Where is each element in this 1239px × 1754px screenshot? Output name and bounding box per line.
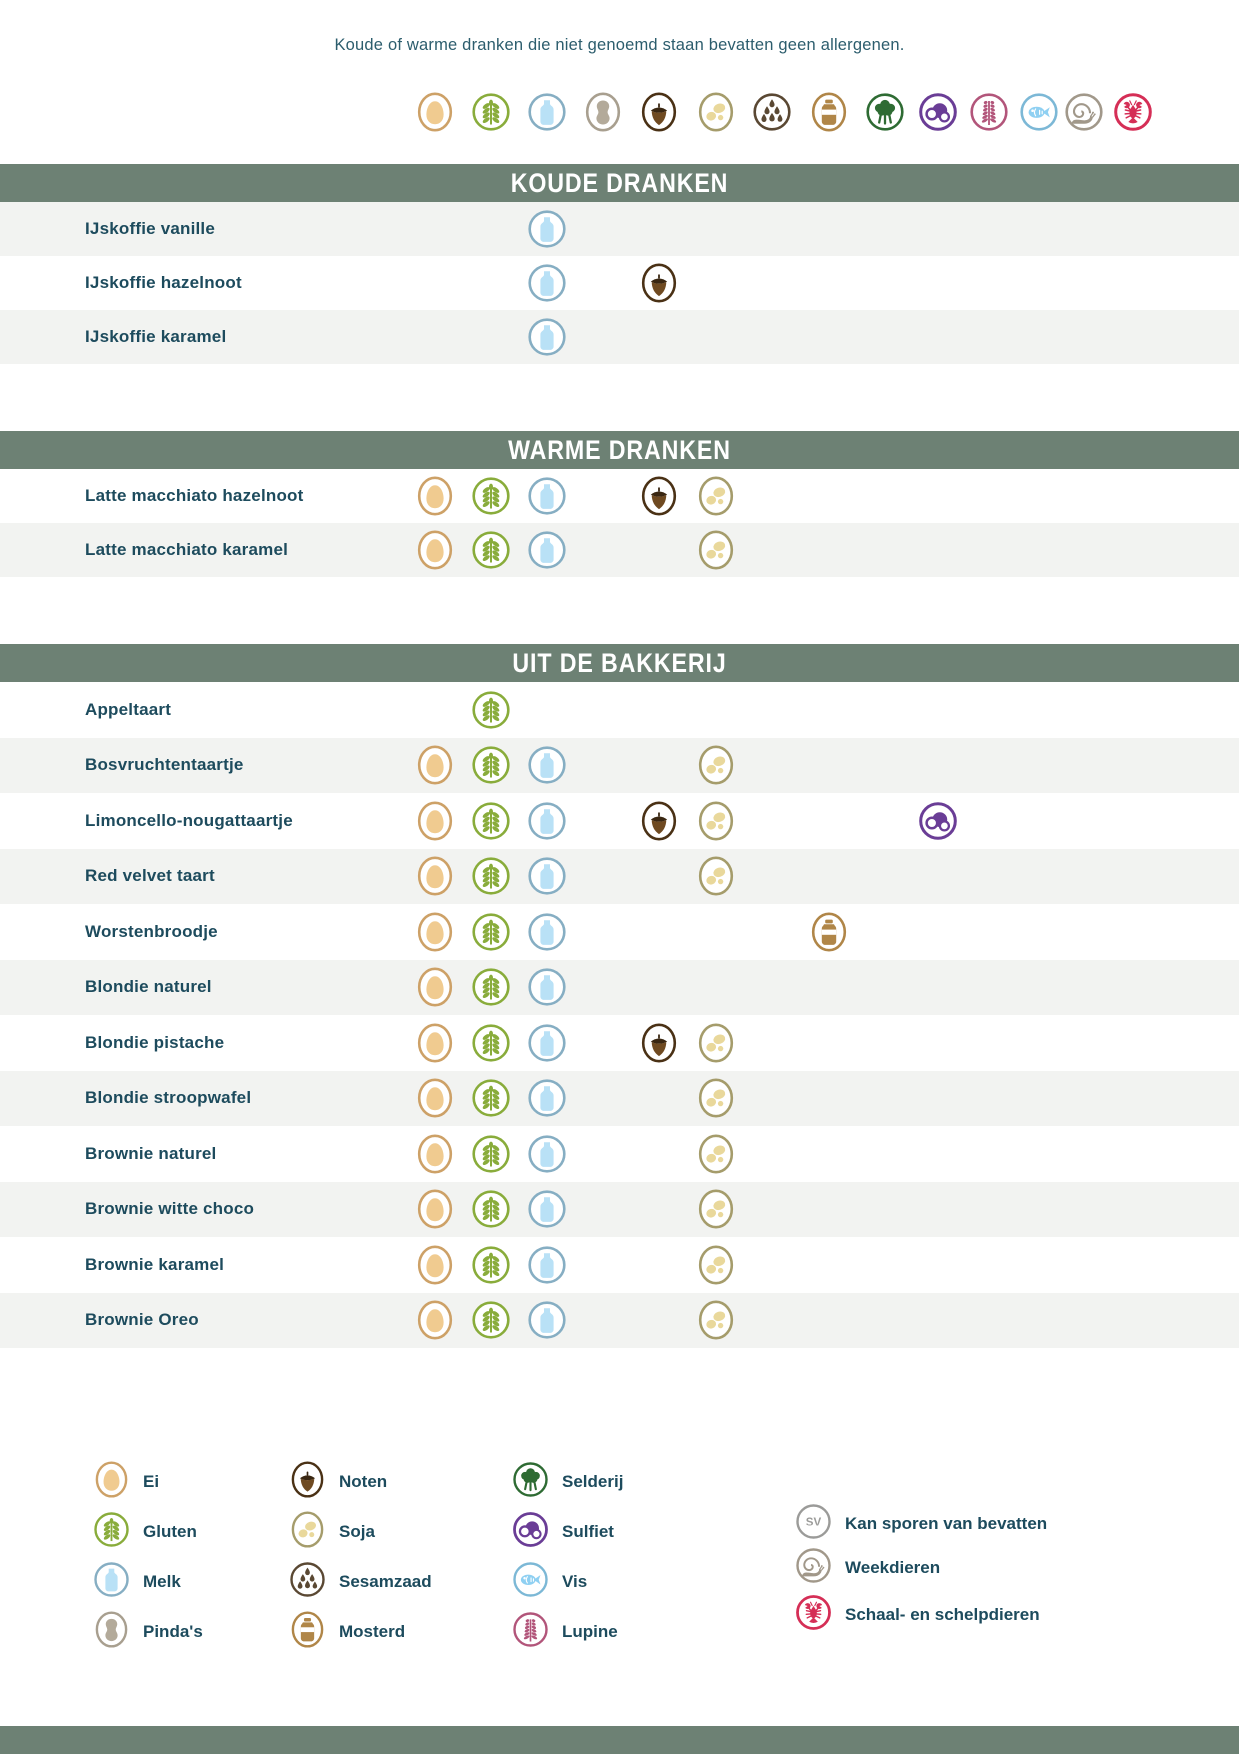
row-label: Red velvet taart (85, 866, 215, 886)
melk-icon (527, 912, 567, 952)
legend-icon-wrap (795, 1547, 832, 1589)
sulfiet-icon (512, 1511, 549, 1548)
legend-item-noten (289, 1464, 387, 1501)
table-row (0, 256, 1239, 310)
legend-icon-wrap (289, 1461, 326, 1503)
row-allergen-ei (415, 856, 455, 901)
ei-icon (415, 912, 455, 952)
row-allergen-melk (527, 1023, 567, 1068)
legend-item-label: Schaal- en schelpdieren (845, 1605, 1040, 1624)
soja-icon (696, 745, 736, 785)
legend-item-label: Gluten (143, 1522, 197, 1541)
table-row (0, 682, 1239, 738)
soja-icon (696, 1189, 736, 1229)
intro-text: Koude of warme dranken die niet genoemd staan bevatten geen allergenen. (334, 36, 905, 54)
section-title: UIT DE BAKKERIJ (512, 647, 727, 678)
row-allergen-gluten (471, 530, 511, 575)
ei-icon (415, 530, 455, 570)
row-allergen-gluten (471, 1078, 511, 1123)
row-allergen-soja (696, 1300, 736, 1345)
soja-icon (696, 1245, 736, 1285)
row-allergen-noten (639, 801, 679, 846)
selderij-icon (865, 92, 905, 132)
row-label: Brownie Oreo (85, 1310, 199, 1330)
legend-item-label: Mosterd (339, 1622, 406, 1641)
legend-icon-wrap (93, 1511, 130, 1553)
melk-icon (527, 856, 567, 896)
table-row (0, 1071, 1239, 1127)
melk-icon (527, 967, 567, 1007)
soja-icon (696, 856, 736, 896)
lupine-icon (512, 1611, 549, 1648)
table-row (0, 1015, 1239, 1071)
soja-icon (696, 801, 736, 841)
legend-item-weekdieren (795, 1550, 940, 1587)
noten-icon (639, 476, 679, 516)
sesamzaad-icon (289, 1561, 326, 1598)
row-label: Appeltaart (85, 699, 172, 719)
gluten-icon (93, 1511, 130, 1548)
row-label: Bosvruchtentaartje (85, 755, 244, 775)
ei-icon (415, 745, 455, 785)
header-allergen-vis (1019, 92, 1059, 137)
gluten-icon (471, 745, 511, 785)
row-label: Blondie naturel (85, 977, 212, 997)
legend-item-label: Pinda's (143, 1622, 203, 1641)
legend-icon-wrap (289, 1511, 326, 1553)
row-allergen-melk (527, 1189, 567, 1234)
header-allergen-soja (696, 92, 736, 137)
mosterd-icon (809, 912, 849, 952)
row-allergen-ei (415, 1245, 455, 1290)
row-label: Brownie witte choco (85, 1199, 255, 1219)
row-allergen-ei (415, 912, 455, 957)
ei-icon (415, 1134, 455, 1174)
noten-icon (639, 92, 679, 132)
soja-icon (696, 1023, 736, 1063)
gluten-icon (471, 856, 511, 896)
row-allergen-gluten (471, 967, 511, 1012)
row-allergen-melk (527, 263, 567, 308)
row-allergen-gluten (471, 1189, 511, 1234)
gluten-icon (471, 801, 511, 841)
ei-icon (415, 1300, 455, 1340)
gluten-icon (471, 530, 511, 570)
melk-icon (527, 1245, 567, 1285)
section-title: KOUDE DRANKEN (510, 167, 729, 198)
row-label: Brownie karamel (85, 1254, 225, 1274)
gluten-icon (471, 1245, 511, 1285)
section-header-bar (0, 164, 1239, 202)
row-allergen-soja (696, 856, 736, 901)
melk-icon (527, 1189, 567, 1229)
legend-item-sesamzaad (289, 1564, 432, 1601)
table-row (0, 960, 1239, 1016)
section-title: WARME DRANKEN (508, 434, 731, 465)
row-allergen-melk (527, 967, 567, 1012)
gluten-icon (471, 1078, 511, 1118)
sv-icon (795, 1503, 832, 1540)
row-allergen-ei (415, 967, 455, 1012)
svg-text:SV: SV (805, 1516, 822, 1529)
ei-icon (415, 1023, 455, 1063)
legend-icon-wrap (289, 1561, 326, 1603)
section-header-bar (0, 644, 1239, 682)
row-label: IJskoffie karamel (85, 327, 227, 346)
sulfiet-icon (918, 92, 958, 132)
row-label: Blondie pistache (85, 1032, 225, 1052)
soja-icon (696, 1300, 736, 1340)
legend-item-soja (289, 1514, 375, 1551)
row-label: Limoncello-nougattaartje (85, 810, 293, 830)
row-allergen-gluten (471, 912, 511, 957)
table-row (0, 1126, 1239, 1182)
table-row (0, 469, 1239, 523)
table-row (0, 523, 1239, 577)
row-allergen-gluten (471, 1023, 511, 1068)
legend-item-label: Weekdieren (845, 1558, 941, 1577)
header-allergen-weekdieren (1064, 92, 1104, 137)
row-allergen-ei (415, 1078, 455, 1123)
melk-icon (527, 476, 567, 516)
row-allergen-soja (696, 1078, 736, 1123)
table-row (0, 1182, 1239, 1238)
lupine-icon (969, 92, 1009, 132)
soja-icon (289, 1511, 326, 1548)
legend-item-label: Lupine (562, 1622, 618, 1641)
row-allergen-ei (415, 1189, 455, 1234)
legend-item-sv (795, 1506, 1047, 1543)
legend-item-lupine (512, 1614, 618, 1651)
weekdieren-icon (1064, 92, 1104, 132)
ei-icon (415, 967, 455, 1007)
row-allergen-soja (696, 1134, 736, 1179)
schaaldieren-icon (1113, 92, 1153, 132)
row-allergen-gluten (471, 1300, 511, 1345)
row-label: Worstenbroodje (85, 921, 218, 941)
legend-item-label: Ei (143, 1472, 160, 1491)
melk-icon (527, 209, 567, 249)
legend-item-label: Selderij (562, 1472, 624, 1491)
melk-icon (527, 1023, 567, 1063)
legend-icon-wrap (512, 1461, 549, 1503)
row-allergen-melk (527, 1300, 567, 1345)
row-allergen-ei (415, 801, 455, 846)
gluten-icon (471, 1189, 511, 1229)
legend-item-label: Melk (143, 1572, 181, 1591)
row-label: Blondie stroopwafel (85, 1088, 252, 1108)
schaaldieren-icon (795, 1594, 832, 1631)
row-allergen-noten (639, 476, 679, 521)
weekdieren-icon (795, 1547, 832, 1584)
legend-item-ei (93, 1464, 159, 1501)
row-allergen-melk (527, 317, 567, 362)
row-allergen-gluten (471, 476, 511, 521)
legend-item-label: Sesamzaad (339, 1572, 432, 1591)
legend-item-melk (93, 1564, 181, 1601)
mosterd-icon (289, 1611, 326, 1648)
footer-bar (0, 1726, 1239, 1754)
legend-icon-wrap (512, 1611, 549, 1653)
vis-icon (512, 1561, 549, 1598)
melk-icon (527, 263, 567, 303)
melk-icon (527, 530, 567, 570)
legend-icon-wrap (93, 1561, 130, 1603)
table-row (0, 1237, 1239, 1293)
row-allergen-melk (527, 530, 567, 575)
legend-icon-wrap (289, 1611, 326, 1653)
header-allergen-lupine (969, 92, 1009, 137)
row-allergen-ei (415, 1023, 455, 1068)
row-label: Brownie naturel (85, 1143, 217, 1163)
header-allergen-sesamzaad (752, 92, 792, 137)
soja-icon (696, 530, 736, 570)
row-allergen-soja (696, 530, 736, 575)
melk-icon (527, 1134, 567, 1174)
legend-icon-wrap (93, 1461, 130, 1503)
mosterd-icon (809, 92, 849, 132)
gluten-icon (471, 1023, 511, 1063)
noten-icon (639, 1023, 679, 1063)
legend-icon-wrap (795, 1503, 832, 1545)
row-allergen-melk (527, 745, 567, 790)
soja-icon (696, 1134, 736, 1174)
table-row (0, 904, 1239, 960)
row-allergen-ei (415, 1300, 455, 1345)
row-allergen-gluten (471, 856, 511, 901)
gluten-icon (471, 1300, 511, 1340)
gluten-icon (471, 92, 511, 132)
header-allergen-selderij (865, 92, 905, 137)
ei-icon (93, 1461, 130, 1498)
pindas-icon (583, 92, 623, 132)
legend-item-mosterd (289, 1614, 405, 1651)
legend-icon-wrap (93, 1611, 130, 1653)
legend-item-label: Sulfiet (562, 1522, 614, 1541)
sesamzaad-icon (752, 92, 792, 132)
header-allergen-pindas (583, 92, 623, 137)
table-row (0, 1293, 1239, 1349)
legend-icon-wrap (512, 1561, 549, 1603)
row-label: Latte macchiato hazelnoot (85, 486, 304, 505)
ei-icon (415, 92, 455, 132)
header-allergen-mosterd (809, 92, 849, 137)
table-row (0, 849, 1239, 905)
row-allergen-melk (527, 912, 567, 957)
selderij-icon (512, 1461, 549, 1498)
table-row (0, 310, 1239, 364)
row-allergen-melk (527, 1134, 567, 1179)
gluten-icon (471, 476, 511, 516)
row-label: Latte macchiato karamel (85, 540, 289, 559)
table-row (0, 202, 1239, 256)
row-allergen-gluten (471, 1245, 511, 1290)
row-allergen-ei (415, 530, 455, 575)
row-allergen-melk (527, 1078, 567, 1123)
gluten-icon (471, 912, 511, 952)
header-allergen-noten (639, 92, 679, 137)
header-allergen-gluten (471, 92, 511, 137)
melk-icon (527, 92, 567, 132)
legend-item-label: Vis (562, 1572, 588, 1591)
noten-icon (639, 801, 679, 841)
row-allergen-soja (696, 1245, 736, 1290)
row-allergen-gluten (471, 690, 511, 735)
row-allergen-gluten (471, 801, 511, 846)
section-header-bar (0, 431, 1239, 469)
legend-item-label: Noten (339, 1472, 388, 1491)
legend-item-label: Soja (339, 1522, 375, 1541)
ei-icon (415, 1245, 455, 1285)
melk-icon (527, 745, 567, 785)
row-allergen-mosterd (809, 912, 849, 957)
melk-icon (527, 1300, 567, 1340)
row-allergen-soja (696, 745, 736, 790)
melk-icon (527, 1078, 567, 1118)
melk-icon (527, 317, 567, 357)
row-allergen-noten (639, 1023, 679, 1068)
vis-icon (1019, 92, 1059, 132)
row-label: IJskoffie hazelnoot (85, 273, 242, 292)
row-allergen-melk (527, 801, 567, 846)
gluten-icon (471, 967, 511, 1007)
noten-icon (639, 263, 679, 303)
melk-icon (93, 1561, 130, 1598)
soja-icon (696, 1078, 736, 1118)
ei-icon (415, 1078, 455, 1118)
pindas-icon (93, 1611, 130, 1648)
row-allergen-melk (527, 209, 567, 254)
soja-icon (696, 476, 736, 516)
row-allergen-noten (639, 263, 679, 308)
legend-item-schaaldieren (795, 1597, 1040, 1634)
legend-icon-wrap (512, 1511, 549, 1553)
header-allergen-schaaldieren (1113, 92, 1153, 137)
sulfiet-icon (918, 801, 958, 841)
legend-icon-wrap (795, 1594, 832, 1636)
row-allergen-sulfiet (918, 801, 958, 846)
table-row (0, 738, 1239, 794)
row-allergen-soja (696, 476, 736, 521)
row-allergen-ei (415, 476, 455, 521)
noten-icon (289, 1461, 326, 1498)
legend-item-vis (512, 1564, 587, 1601)
row-allergen-ei (415, 745, 455, 790)
row-allergen-melk (527, 476, 567, 521)
legend-item-label: Kan sporen van bevatten (845, 1514, 1048, 1533)
gluten-icon (471, 690, 511, 730)
legend-item-sulfiet (512, 1514, 614, 1551)
header-allergen-ei (415, 92, 455, 137)
gluten-icon (471, 1134, 511, 1174)
ei-icon (415, 801, 455, 841)
soja-icon (696, 92, 736, 132)
row-allergen-soja (696, 1189, 736, 1234)
row-allergen-gluten (471, 1134, 511, 1179)
legend-item-selderij (512, 1464, 623, 1501)
row-allergen-melk (527, 1245, 567, 1290)
table-row (0, 793, 1239, 849)
row-allergen-gluten (471, 745, 511, 790)
header-allergen-melk (527, 92, 567, 137)
row-allergen-melk (527, 856, 567, 901)
header-allergen-sulfiet (918, 92, 958, 137)
row-allergen-ei (415, 1134, 455, 1179)
legend-item-pindas (93, 1614, 203, 1651)
legend-item-gluten (93, 1514, 197, 1551)
ei-icon (415, 856, 455, 896)
melk-icon (527, 801, 567, 841)
ei-icon (415, 476, 455, 516)
row-allergen-soja (696, 1023, 736, 1068)
row-label: IJskoffie vanille (85, 219, 216, 238)
ei-icon (415, 1189, 455, 1229)
row-allergen-soja (696, 801, 736, 846)
